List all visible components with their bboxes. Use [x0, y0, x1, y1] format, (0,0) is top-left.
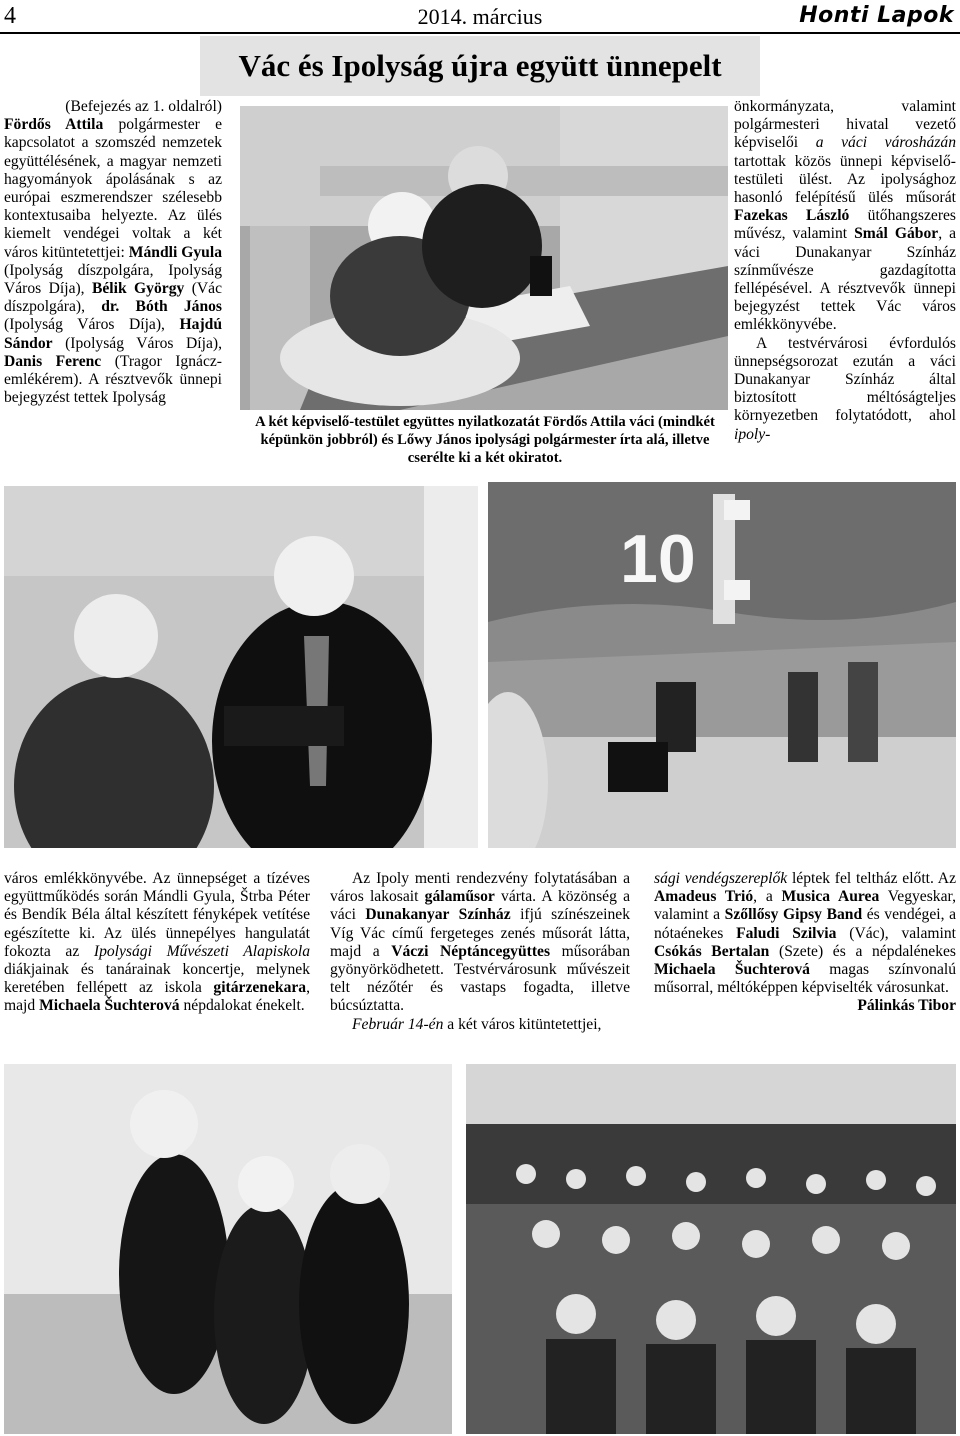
page-number: 4 [4, 3, 16, 29]
article-col1-bottom [4, 870, 310, 1016]
issue-date: 2014. március [417, 4, 543, 29]
article-author: Pálinkás Tibor [857, 997, 956, 1015]
article-paragraph: önkormányzata, valamint polgármesteri hivatal vezető képviselői a váci városházán tartottak közös ünnepi képviselő-testületi ülést. Az ipolysághoz hasonló felépítésű ülés műsorát Fazekas László ütőhangszeres művész, valamint Smál Gábor, a váci Dunakanyar Színház színművésze gazdagította fellépésével. A résztvevők ünnepi bejegyzést tettek Vác város emlékkönyvébe. [734, 98, 956, 334]
article-paragraph: város emlékkönyvébe. Az ünnepséget a tízéves együttműködés során Mándli Gyula, Štrba Péter és Bendík Béla által készített fényképek vetítése egészítette ki. Az ülés ünnepélyes hangulatát fokozta az Ipolysági Művészeti Alapiskola diákjainak és tanárainak koncertje, melynek keretében fellépett az iskola gitárzenekara, majd Michaela Šuchterová népdalokat énekelt. [4, 870, 310, 1015]
photo-caption: A két képviselő-testület együttes nyilatkozatát Fördős Attila váci (mindkét képünkön jobbról) és Lőwy János ipolysági polgármester írta alá, illetve cserélte ki a két okiratot. [255, 414, 715, 466]
article-title-band [200, 36, 760, 96]
publication-name: Honti Lapok [799, 3, 954, 28]
photo-trio-singers [4, 1064, 452, 1434]
article-paragraph: A testvérvárosi évfordulós ünnepségsorozat ezután a váci Dunakanyar Színház által biztosított méltóságteljes környezetben folytatódott, ahol ipoly- [734, 334, 956, 443]
continuation-note: (Befejezés az 1. oldalról) [65, 98, 222, 115]
article-col3-bottom [654, 870, 956, 1016]
photo-audience [466, 1064, 956, 1434]
article-paragraph: sági vendégszereplők léptek fel teltház előtt. Az Amadeus Trió, a Musica Aurea Vegyeskar, valamint a Szőllősy Gipsy Band és vendégei, a nótaénekes Faludi Szilvia (Vác), valamint Csókás Bertalan (Szete) és a népdalénekes Michaela Šuchterová magas színvonalú műsorral, méltóképpen képviselték városunkat. [654, 870, 957, 997]
header-rule [0, 32, 960, 34]
article-col3-top [734, 98, 956, 444]
article-paragraph: Fördős Attila polgármester e kapcsolatot a szomszéd nemzetek együttélésének, a magyar nemzeti hagyományok ápolásának s az európai eszmerendszer szélesebb kontextusaiba helyezte. Az ülés kiemelt vendégei voltak a két város kitüntetettjei: Mándli Gyula (Ipolyság díszpolgára, Ipolyság Város Díja), Bélik György (Vác díszpolgára), dr. Bóth János (Ipolyság Város Díja), Hajdú Sándor (Ipolyság Város Díja), Danis Ferenc (Tragor Ignácz-emlékérem). A résztvevők ünnepi bejegyzést tettek Ipolyság [4, 116, 222, 407]
article-col1-top [4, 98, 222, 407]
photo-document-exchange [4, 486, 478, 848]
article-paragraph: Február 14-én a két város kitüntetettjei, [352, 1015, 602, 1033]
article-col2-bottom [330, 870, 630, 1034]
photo-signing-ceremony [240, 106, 728, 410]
photo-folk-dance-stage [488, 482, 956, 848]
article-title: Vác és Ipolyság újra együtt ünnepelt [238, 48, 722, 83]
article-paragraph: Az Ipoly menti rendezvény folytatásában a város lakosait gálaműsor várta. A közönség a váci Dunakanyar Színház ifjú színészeinek Víg Vác című fergeteges zenés műsorát látta, majd a Váczi Néptáncegyüttes műsorában gyönyörködhetett. Testvérvárosunk művészeit telt nézőtér és vastaps fogadta, illetve búcsúztatta. [330, 870, 630, 1015]
stage-decoration-number: 10 [620, 521, 696, 597]
